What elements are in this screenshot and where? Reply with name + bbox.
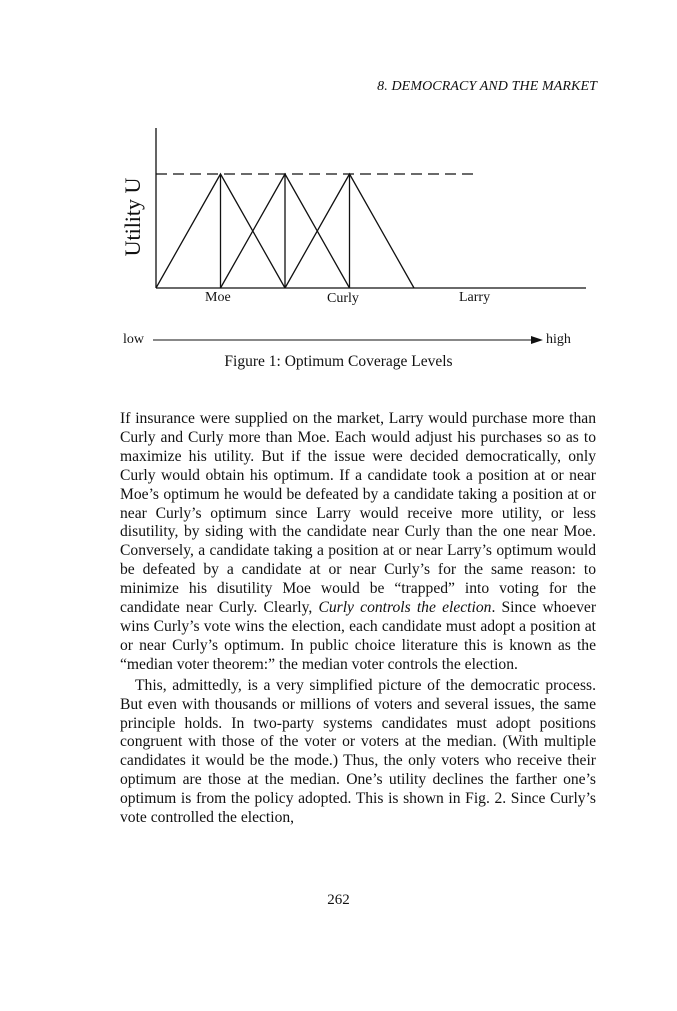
paragraph-1: If insurance were supplied on the market, Larry would purchase more than Curly and Curly more than Moe. Each would adjust his purchases so as to maximize his utility. But if the issue were decided democratically, only Curly would obtain his optimum. If a candidate took a position at or near Moe’s optimum he would be defeated by a candidate taking a position at or near Curly’s optimum since Larry would receive more utility, or less disutility, by siding with the candidate near Curly than the one near Moe. Conversely, a candidate taking a position at or near Larry’s optimum would be defeated by a candidate at or near Curly’s for the same reason: to minimize his disutility Moe would be “trapped” into voting for the candidate near Curly. Clearly, Curly controls the election. Since whoever wins Curly’s vote wins the election, each candidate must adopt a position at or near Curly’s optimum. In public choice literature this is known as the “median voter theorem:” the median voter controls the election. — [120, 410, 597, 673]
low-label: low — [123, 332, 144, 347]
emphasis-text: Curly controls the election — [318, 599, 492, 617]
voter-label-larry: Larry — [459, 290, 491, 305]
page-number: 262 — [327, 892, 350, 908]
arrow-head-icon — [531, 336, 543, 344]
voter-label-moe: Moe — [205, 290, 231, 305]
figure-caption: Figure 1: Optimum Coverage Levels — [224, 353, 453, 370]
utility-figure — [0, 0, 677, 380]
voter-label-curly: Curly — [327, 291, 359, 306]
y-axis-label: Utility U — [120, 177, 145, 257]
body-text — [120, 410, 596, 828]
running-head: 8. DEMOCRACY AND THE MARKET — [377, 79, 597, 94]
paragraph-2: This, admittedly, is a very simplified picture of the democratic process. But even with thousands or millions of voters and several issues, the same principle holds. In two-party systems candidates must adopt positions congruent with those of the voter or voters at the median. (With multiple candidates it would be the mode.) Thus, the only voters who receive their optimum are those at the median. One’s utility declines the farther one’s optimum is from the policy adopted. This is shown in Fig. 2. Since Curly’s vote controlled the election, — [120, 676, 596, 827]
high-label: high — [546, 332, 571, 347]
